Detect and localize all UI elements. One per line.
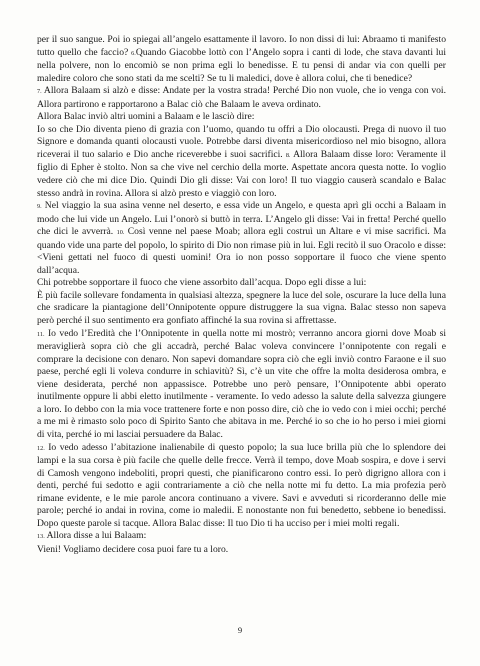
verse-number: 9. [37,203,42,211]
paragraph [37,442,446,531]
paragraph-text: Quando Giacobbe lottò con l’Angelo sopra i canti di lode, che stava davanti lui nella polvere, non lo encomiò se non prima egli lo benedisse. E tu pensi di andar via con quelli per maledire coloro che sono stati da me scelti? Se tu li maledici, dove è allora colui, che ti benedice? [37,46,447,84]
paragraph-text: per il suo sangue. Poi io spiegai all’angelo esattamente il lavoro. Io non dissi di lui: Abraamo ti manifesto tutto quello che faccio? [37,34,446,58]
paragraph [37,34,446,85]
page-number: 9 [237,625,243,635]
verse-number: 8. [285,151,291,159]
verse-number: 6. [131,49,136,57]
paragraph [37,290,446,328]
verse-number: 7. [37,88,42,96]
paragraph [37,544,446,557]
paragraph-text: È più facile sollevare fondamenta in qualsiasi altezza, spegnere la luce del sole, oscurare la luce della luna che sradicare la piantagione dell’Onnipotente oppure distruggere la sua vigna. Balac stesso non sapeva però perché il suo sentimento era gonfiato affinché la sua rovina si affrettasse. [37,289,446,327]
paragraph-text: Io vedo adesso l’abitazione inalienabile di questo popolo; la sua luce brilla più che lo splendore dei lampi e la sua corsa è più facile che quelle delle frecce. Verrà il tempo, dove Moab sospira, e dove i servi di Camosh vengono indeboliti, propri questi, che pianificarono contro essi. Io però digrigno allora con i denti, perché fui sedotto e agii contrariamente a ciò che nella notte mi fu detto. La mia profezia però rimane evidente, e le mie parole ancora continuano a vivere. Savi e avveduti si ricorderanno delle mie parole; perché io andai in rovina, come io maledii. E nonostante non fui benedetto, sebbene io benedissi. Dopo queste parole si tacque. Allora Balac disse: Il tuo Dio ti ha ucciso per i miei molti regali. [37,441,446,529]
paragraph-text: Vieni! Vogliamo decidere cosa puoi fare tu a loro. [37,543,229,555]
paragraph-text: Allora Balaam disse loro: Veramente il figlio di Epher è stolto. Non sa che vive nel cerchio della morte. Aspettate ancora questa notte. Io voglio vedere ciò che mi dice Dio. Quindi Dio gli disse: Vai con loro! Il tuo viaggio causerà scandalo e Balac stesso andrà in rovina. Allora si alzò presto e viaggiò con loro. [37,148,446,199]
verse-number: 10. [116,229,125,237]
verse-number: 13. [37,533,45,541]
paragraph [37,111,446,124]
verse-number: 12. [37,444,45,452]
paragraph [37,85,446,111]
paragraph-text: Io vedo l’Eredità che l’Onnipotente in quella notte mi mostrò; verranno ancora giorni dove Moab si meraviglierà sopra ciò che gli accadrà, perché Balac voleva convincere l’onnipotente con regali e comprare la decisione con denaro. Non sapevi domandare sopra ciò che egli inviò contro Faraone e il suo paese, perché egli li voleva condurre in schiavitù? Sì, c’è un vite che offre la molta desiderosa ombra, e viene desiderata, perché non appassisce. Potrebbe uno però pensare, l’Onnipotente abbi operato inutilmente oppure li abbi eletto inutilmente - veramente. Io vedo adesso la salute della salvezza giungere a loro. Io debbo con la mia voce trattenere forte e non posso dire, ciò che io vedo con i miei occhi; perché a me mi è rimasto solo poco di Spirito Santo che abitava in me. Perché io so che io ho perso i miei giorni di vita, perché io mi lasciai persuadere da Balac. [37,327,446,440]
verse-number: 11. [37,330,45,338]
paragraph [37,277,446,290]
paragraph-text: Io so che Dio diventa pieno di grazia con l’uomo, quando tu offri a Dio olocausti. Prega di nuovo il tuo Signore e domanda quanti olocausti vuole. Potrebbe darsi diventa misericordioso nel mio bisogno, allora riceverai il tuo salario e Dio anche riceverebbe i suoi sacrifici. [37,123,446,160]
paragraph [37,200,446,277]
paragraph-text: Chi potrebbe sopportare il fuoco che viene assorbito dall’acqua. Dopo egli disse a lui: [37,277,367,289]
body-text [37,34,446,556]
paragraph-text: Allora disse a lui Balaam: [44,530,147,542]
paragraph [37,530,446,544]
paragraph [37,124,446,200]
paragraph-text: Così venne nel paese Moab; allora egli costruì un Altare e vi mise sacrifici. Ma quando vide una parte del popolo, lo spirito di Dio non rimase più in lui. Egli recitò il suo Oracolo e disse: <Vieni gettati nel fuoco di questi uomini! Ora io non posso sopportare il fuoco che viene spento dall’acqua. [37,226,446,276]
paragraph-text: Allora Balac inviò altri uomini a Balaam e le lasciò dire: [37,111,255,123]
paragraph-text: Allora Balaam si alzò e disse: Andate per la vostra strada! Perché Dio non vuole, che io venga con voi. Allora partirono e rapportarono a Balac ciò che Balaam le aveva ordinato. [37,85,446,110]
paragraph [37,328,446,442]
paragraph-text: Nel viaggio la sua asina venne nel deserto, e essa vide un Angelo, e questa aprì gli occhi a Balaam in modo che lui vide un Angelo. Lui l’onorò si buttò in terra. L’Angelo gli disse: Vai in fretta! Perché quello che dici le avverrà. [37,200,446,238]
